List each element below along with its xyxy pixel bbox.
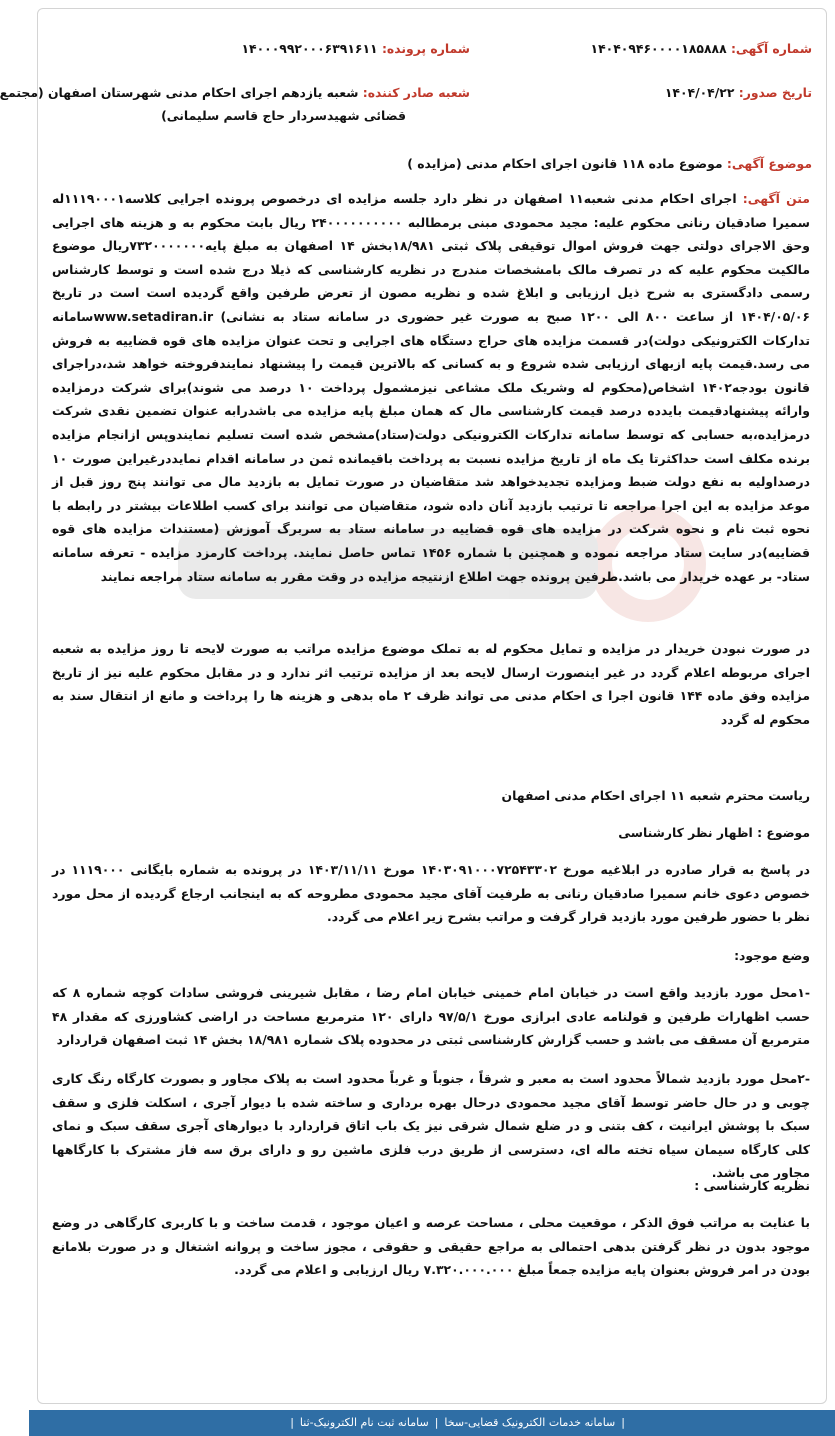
issue-date-row	[665, 81, 812, 105]
ad-number-row	[591, 37, 813, 61]
notice-paragraph-2-block	[52, 637, 810, 731]
case-number-row	[241, 37, 470, 61]
issuer-line-1: شعبه یازدهم اجرای احکام مدنی شهرستان اصفهان (مجتمع	[0, 85, 359, 100]
issuer-label: شعبه صادر کننده:	[362, 85, 470, 100]
issue-date-value: ۱۴۰۴/۰۴/۲۲	[664, 85, 735, 100]
ad-number-value: ۱۴۰۴۰۹۴۶۰۰۰۰۱۸۵۸۸۸	[590, 41, 727, 56]
addressee-block	[52, 784, 810, 808]
footer-link-sakha[interactable]: سامانه خدمات الکترونیک قضایی-سخا	[444, 1416, 616, 1429]
subject-label: موضوع آگهی:	[726, 156, 812, 171]
ad-number-label: شماره آگهی:	[730, 41, 812, 56]
issuer-row-2	[161, 104, 406, 128]
status-heading: وضع موجود:	[734, 948, 810, 963]
opinion-heading: نظریه کارشناسی :	[694, 1178, 810, 1193]
opinion-text-block	[52, 1211, 810, 1282]
status-item-2-block	[52, 1067, 810, 1185]
notice-text-label: متن آگهی:	[742, 191, 810, 206]
footer-link-sana[interactable]: سامانه ثبت نام الکترونیک-ثنا	[299, 1416, 429, 1429]
case-number-label: شماره پرونده:	[381, 41, 470, 56]
report-intro: در پاسخ به قرار صادره در ابلاغیه مورخ ۱۴۰۳۰۹۱۰۰۰۷۲۵۴۳۳۰۲ مورخ ۱۴۰۳/۱۱/۱۱ در پرونده به شماره بایگانی ۱۱۱۹۰۰۰ در خصوص دعوی خانم سمیرا صادقیان رنانی به طرفیت آقای مجید محمودی مطروحه که به اینجانب ارجاع گردیده از محل مورد نظر با حضور طرفین مورد بازدید قرار گرفت و مراتب بشرح زیر اعلام می گردد.	[52, 862, 810, 925]
notice-page	[0, 8, 827, 1404]
report-intro-block	[52, 858, 810, 929]
addressee: ریاست محترم شعبه ۱۱ اجرای احکام مدنی اصفهان	[501, 788, 810, 803]
opinion-heading-block	[52, 1174, 810, 1198]
opinion-text: با عنایت به مراتب فوق الذکر ، موقعیت محلی ، مساحت عرصه و اعیان موجود ، قدمت ساخت و با کاربری کارگاهی در وضع موجود بدون در نظر گرفتن بدهی احتمالی به مراجع حقیقی و حقوقی ، مجوز ساخت و پروانه اشتغال و در صورت بلامانع بودن در امر فروش بعنوان پایه مزایده جمعاً مبلغ ۷.۳۲۰.۰۰۰.۰۰۰ ریال ارزیابی و اعلام می گردد.	[52, 1215, 810, 1278]
notice-text	[52, 187, 810, 588]
footer-separator: |	[621, 1416, 625, 1429]
issue-date-label: تاریخ صدور:	[738, 85, 812, 100]
footer-bar	[29, 1410, 835, 1436]
notice-paragraph-2: در صورت نبودن خریدار در مزایده و تمایل محکوم له به تملک موضوع مزایده مراتب به صورت لایحه تا روز مزایده به شعبه اجرای مربوطه اعلام گردد در غیر اینصورت ارسال لایحه بعد از مزایده ترتیب اثر ندارد و در مقابل محکوم علیه نیز از تاریخ مزایده وفق ماده ۱۴۴ قانون اجرا ی احکام مدنی می تواند ظرف ۲ ماه بدهی و هزینه ها را پرداخت و مانع از انتقال سند به محکوم له گردد	[52, 641, 810, 727]
footer-separator: |	[290, 1416, 294, 1429]
subject-value: موضوع ماده ۱۱۸ قانون اجرای احکام مدنی (مزایده )	[407, 156, 723, 171]
issuer-row	[0, 81, 470, 105]
status-heading-block	[52, 944, 810, 968]
report-subject: موضوع : اظهار نظر کارشناسی	[618, 825, 810, 840]
status-item-2: -۲محل مورد بازدید شمالاً محدود است به معبر و شرقاً ، جنوباً و غرباً محدود است به پلاک مجاور و بصورت کارگاه رنگ کاری چوبی و در حال حاضر توسط آقای مجید محمودی درحال بهره برداری و ساخته شده با دیوار آجری ، اسکلت فلزی و سقف سبک با پوشش ایرانیت ، کف بتنی و در ضلع شمال شرقی نیز یک باب اتاق قراردارد با دیوارهای آجری سقف سبک و نمای کلی کارگاه سیمان سیاه تخته ماله ای، دسترسی از طریق درب فلزی ماشین رو و دارای برق سه فاز مشترک با کارگاهها مجاور می باشد.	[52, 1071, 810, 1181]
report-subject-block	[52, 821, 810, 845]
issuer-line-2: قضائی شهیدسردار حاج قاسم سلیمانی)	[161, 108, 406, 123]
footer-links	[290, 1410, 625, 1436]
notice-paragraph-1: اجرای احکام مدنی شعبه۱۱ اصفهان در نظر دارد جلسه مزایده ای درخصوص پرونده اجرایی کلاسه۱۱۱۹۰۰۰۱له سمیرا صادقیان رنانی محکوم علیه: مجید محمودی مبنی برمطالبه ۲۴۰۰۰۰۰۰۰۰۰۰ ریال بابت محکوم به و هزینه های اجرایی وحق الاجرای دولتی جهت فروش اموال توقیفی پلاک ثبتی ۱۸/۹۸۱بخش ۱۴ اصفهان به مبلغ پایه۷۳۲۰۰۰۰۰۰۰ریال موضوع مالکیت محکوم علیه که در تصرف مالک بامشخصات مندرج در نظریه کارشناسی که ذیلا درج شده است و توسط کارشناس رسمی دادگستری به شرح ذیل ارزیابی و ابلاغ شده و نظریه مصون از تعرض طرفین واقع گردیده است است در تاریخ ۱۴۰۴/۰۵/۰۶ از ساعت ۸۰۰ الی ۱۲۰۰ صبح به صورت غیر حضوری در سامانه ستاد به نشانی) www.setadiran.irسامانه تدارکات الکترونیکی دولت)در قسمت مزایده های حراج دستگاه های اجرایی و تحت عنوان مزایده های قوه قضاییه به فروش می رسد.قیمت پایه ازبهای ارزیابی شده شروع و به کسانی که بالاترین قیمت را پیشنهاد نمایندفروخته خواهد شد،دراجرای قانون بودجه۱۴۰۲ اشخاص(محکوم له وشریک ملک مشاعی نیزمشمول پرداخت ۱۰ درصد می شوند)برای شرکت درمزایده وارائه پیشنهادقیمت بایدده درصد قیمت کارشناسی مال که همان مبلغ پایه مزایده می باشدرابه عنوان تضمین نقدی شرکت درمزایده،به حسابی که توسط سامانه تدارکات الکترونیکی دولت(ستاد)مشخص شده است تسلیم نمایندوپس ازانجام مزایده برنده مکلف است حداکثرتا یک ماه از تاریخ مزایده نسبت به پرداخت باقیمانده ثمن در سامانه اقدام نمایددرغیراین صورت ۱۰ درصداولیه به نفع دولت ضبط ومزایده تجدیدخواهد شد متقاضیان در صورت تمایل به بازدید مال می توانند پنج روز قبل از موعد مزایده به این اجرا مراجعه تا ترتیب بازدید آنان داده شود، متقاضیان می توانند برای کسب اطلاعات بیشتر در رابطه با نحوه ثبت نام و نحوه شرکت در مزایده های قوه قضاییه در سامانه ستاد به سربرگ آموزش (مستندات مزایده های قوه قضاییه)در سایت ستاد مراجعه نموده و همچنین با شماره ۱۴۵۶ تماس حاصل نمایند. پرداخت کارمزد مزایده - تعرفه سامانه ستاد- بر عهده خریدار می باشد.طرفین پرونده جهت اطلاع ازنتیجه مزایده در وقت مقرر به سامانه ستاد مراجعه نمایند	[52, 191, 810, 584]
case-number-value: ۱۴۰۰۰۹۹۲۰۰۰۶۳۹۱۶۱۱	[241, 41, 378, 56]
footer-separator: |	[434, 1416, 439, 1429]
status-item-1-block	[52, 981, 810, 1052]
status-item-1: -۱محل مورد بازدید واقع است در خیابان امام خمینی خیابان امام رضا ، مقابل شیرینی فروشی سادات کوچه شماره ۸ که حسب اظهارات طرفین و قولنامه عادی ابرازی مورخ ۹۷/۵/۱ دارای ۱۲۰ مترمربع مساحت در اراضی کشاورزی که مقدار ۴۸ مترمربع آن مسقف می باشد و حسب گزارش کارشناسی ثبتی در محدوده پلاک شماره ۱۸/۹۸۱ بخش ۱۴ ثبت اصفهان قراردارد	[52, 985, 810, 1048]
subject-row	[407, 152, 812, 176]
